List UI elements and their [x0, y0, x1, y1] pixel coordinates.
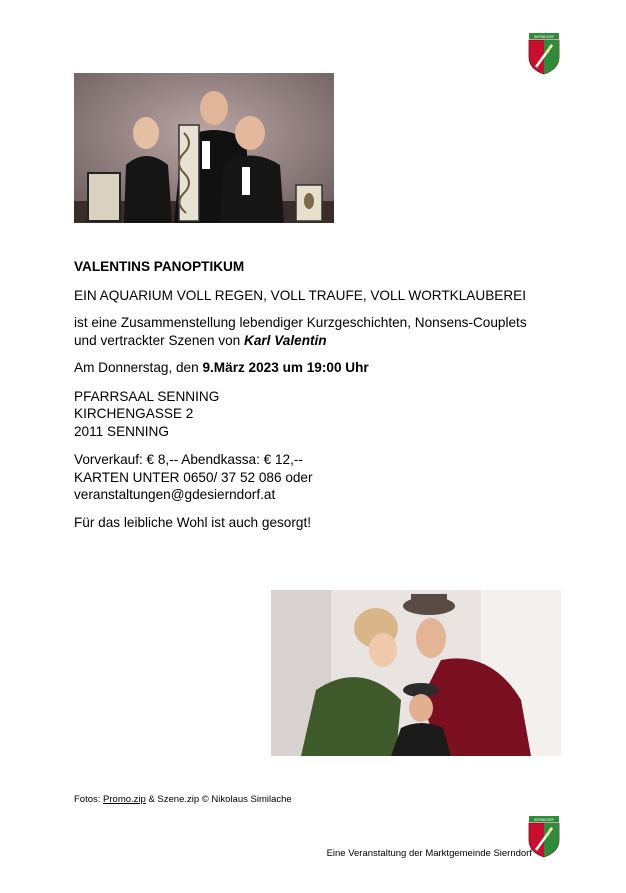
photo-credits: Fotos: Promo.zip & Szene.zip © Nikolaus Similache: [74, 794, 292, 805]
promo-zip-link[interactable]: Promo.zip: [103, 794, 146, 805]
svg-text:SIERNDORF: SIERNDORF: [534, 34, 554, 39]
event-venue: PFARRSAAL SENNING KIRCHENGASSE 2 2011 SENNING: [74, 388, 220, 439]
event-title: VALENTINS PANOPTIKUM: [74, 259, 245, 274]
ticket-info: Vorverkauf: € 8,-- Abendkassa: € 12,-- KARTEN UNTER 0650/ 37 52 086 oder veranstaltungen@gdesierndorf.at: [74, 451, 544, 504]
event-description: ist eine Zusammenstellung lebendiger Kurzgeschichten, Nonsens-Couplets und vertrackter Szenen von Karl Valentin: [74, 315, 527, 348]
scene-photo: [271, 590, 561, 756]
sierndorf-coat-of-arms-icon: [527, 33, 561, 75]
svg-text:SIERNDORF: SIERNDORF: [534, 817, 554, 822]
catering-note: Für das leibliche Wohl ist auch gesorgt!: [74, 514, 312, 530]
event-subtitle: EIN AQUARIUM VOLL REGEN, VOLL TRAUFE, VOLL WORTKLAUBEREI: [74, 287, 526, 303]
organizer-footer: Eine Veranstaltung der Marktgemeinde Sierndorf: [326, 848, 532, 859]
sierndorf-coat-of-arms-icon: [527, 816, 561, 858]
event-details: [74, 258, 544, 531]
author-name: Karl Valentin: [244, 332, 327, 348]
ensemble-portrait-photo: [74, 73, 334, 223]
contact-email: veranstaltungen@gdesierndorf.at: [74, 487, 276, 502]
event-date: Am Donnerstag, den 9.März 2023 um 19:00 Uhr: [74, 360, 369, 375]
